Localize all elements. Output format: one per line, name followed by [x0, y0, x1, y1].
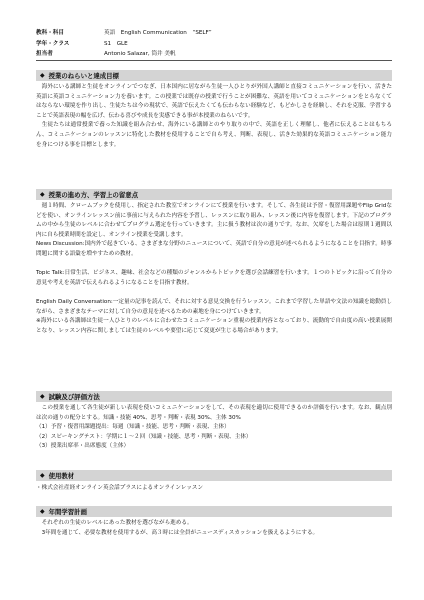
diamond-icon: ◆: [40, 191, 45, 198]
class-value: S1 GLE: [104, 40, 128, 47]
section-title: 年間学習計画: [48, 508, 87, 516]
teacher-row: [36, 49, 212, 60]
subject-row: [36, 28, 212, 39]
section-method-body: [36, 202, 392, 336]
list-item: （2）スピーキングテスト：学期に１～２回（知識・技能、思考・判断・表現、主体）: [36, 433, 252, 440]
section-aims-body: [36, 83, 392, 150]
section-title: 使用教材: [48, 472, 75, 480]
paragraph: 海外にいる講師と生徒をオンラインでつなぎ、日本国内に居ながら生徒一人ひとりが外国人講師と直接コミュニケーションを行い、活きた英語に英語コミュニケーション力を養います。この授業では既存の授業で行うことが困難な、英語を用いてコミュニケーションをとらなくてはならない環境を作り出し、生徒たちは今の現状で、英語で伝えたくても伝わらない経験など、もどかしさを経験し、それを克服、学習することで英語表現の幅を広げ、伝わる喜びや成長を実感できる事が本授業のねらいです。: [36, 84, 392, 119]
teacher-value: Antonio Salazar, 筒井 美帆: [104, 51, 176, 57]
section-plan-body: [36, 519, 392, 538]
paragraph: News Discussion:国内外で起きている、さまざまな分野のニュースについて、英語で自分の意見が述べられるようになることを目指す。時事問題に関する語彙を増やすための教材。: [36, 241, 392, 257]
paragraph: 3年間を通じて、必要な教材を使用するが、高３時には全員がニュースディスカッションを扱えるようにする。: [36, 529, 319, 536]
header-divider: [36, 60, 392, 61]
course-info: [36, 28, 212, 60]
paragraph: それぞれの生徒のレベルにあった教材を選びながら進める。: [36, 520, 193, 526]
subject-value: 英語 English Communication “SELF”: [104, 30, 212, 36]
paragraph: 生徒たちは通常授業で養った知識を組み合わせ、海外にいる講師とのやり取りの中で、英語を正しく理解し、他者に伝えることはもちろん、コミュニケーションのレッスンに特化した教材を使用することで自ら考え、判断、表現し、活きた効果的な英語コミュニケーション能力を身につける事を目標とします。: [36, 122, 392, 148]
paragraph: 週１時間、クロームブックを使用し、指定された教室でオンラインにて授業を行います。そして、各生徒は予習・復習用課題やFlip Gridなどを使い、オンラインレッスン前に事前に与えられた内容を予習し、レッスンに取り組み、レッスン後に内容を復習します。下記のプログラムの中から生徒のレベルに合わせてプログラム選定を行っていきます。主に扱う教材は次の通りです。なお、欠席をした場合は原則１週間以内に自ら授業時間を設定し、オンライン授業を受講します。: [36, 203, 392, 238]
diamond-icon: ◆: [40, 72, 45, 79]
diamond-icon: ◆: [40, 508, 45, 515]
teacher-label: 担当者: [36, 51, 53, 57]
class-row: [36, 39, 212, 50]
section-title: 授業のねらいと達成目標: [48, 72, 119, 80]
section-method-heading: [36, 189, 392, 200]
class-label: 学年・クラス: [36, 40, 70, 47]
section-materials-heading: [36, 470, 392, 481]
section-title: 試験及び評価方法: [48, 393, 100, 401]
subject-label: 教科・科目: [36, 30, 64, 36]
section-materials-body: [36, 484, 392, 494]
paragraph: この授業を通して各生徒が新しい表現を使いコミュニケーションをして、その表現を適切に使用できるのか評価を行います。なお、観点別は次の通りの配分とする。知識・技能 40%、思考・判断・表現 30%、主体 30%: [36, 405, 392, 421]
section-evaluation-heading: [36, 391, 392, 402]
diamond-icon: ◆: [40, 393, 45, 400]
paragraph: Topic Talk:日常生活、ビジネス、趣味、社会などの種類のジャンルからトピックを選び会話練習を行います。１つのトピックに沿って自分の意見や考えを英語で伝えられるようになることを目指す教材。: [36, 270, 392, 286]
section-evaluation-body: [36, 404, 392, 452]
section-aims-heading: [36, 70, 392, 81]
paragraph: ※海外にいる各講師は生徒一人ひとりのレベルに合わせたコミュニケーション重視の授業内容となっており、流動的で自由度の高い授業展開となり、レッスン内容に関しましては生徒のレベルや要望に応じて変更が生じる場合があります。: [36, 318, 392, 334]
section-title: 授業の進め方、学習上の留意点: [48, 191, 139, 199]
section-plan-heading: [36, 506, 392, 517]
paragraph: English Daily Conversation:一定量の記事を読んで、それに対する意見交換を行うレッスン。これまで学習した単語や文法の知識を総動員しながら、さまざまなテーマに対して自分の意見を述べるための素地を身につけていきます。: [36, 298, 392, 315]
list-item: （3）授業出席率・出席態度（主体）: [36, 443, 130, 450]
list-item: （1）予習・復習用課題提出：毎週（知識・技能、思考・判断・表現、主体）: [36, 424, 230, 431]
diamond-icon: ◆: [40, 472, 45, 479]
paragraph: ・株式会社産経オンライン英会話プラスによるオンラインレッスン: [36, 485, 204, 491]
